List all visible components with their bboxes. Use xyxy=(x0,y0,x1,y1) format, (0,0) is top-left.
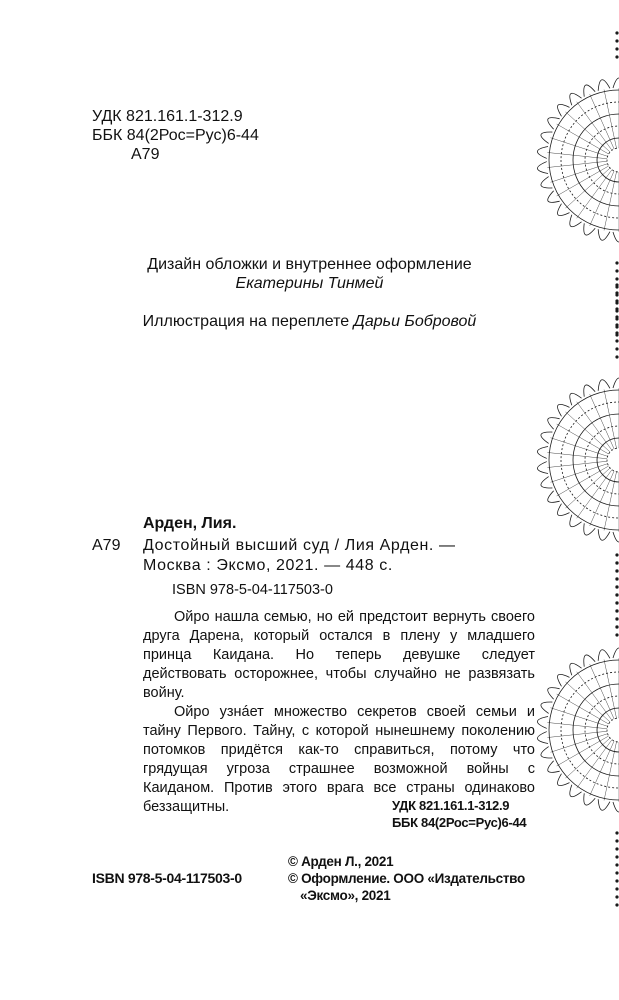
copyright-publisher: «Эксмо», 2021 xyxy=(300,888,391,903)
catalog-title-line-2: Москва : Эксмо, 2021. — 448 с. xyxy=(143,557,393,574)
mandala-1 xyxy=(537,30,619,336)
catalog-author-mark: А79 xyxy=(92,537,121,554)
book-abstract xyxy=(143,608,535,817)
abstract-paragraph-1: Ойро нашла семью, но ей предстоит вернуть своего друга Дарена, который остался в плену у младшего принца Каидана. Но теперь девушке следует действовать осторожнее, чтобы случайно не развязать войну. xyxy=(143,609,535,701)
mandala-2 xyxy=(537,284,619,636)
udk-code-bottom: УДК 821.161.1-312.9 xyxy=(392,798,510,813)
illustration-label: Иллюстрация на переплете xyxy=(142,313,350,330)
cover-designer-name: Екатерины Тинмей xyxy=(235,275,384,292)
udk-code: УДК 821.161.1-312.9 xyxy=(92,108,243,125)
copyright-author: © Арден Л., 2021 xyxy=(288,854,394,869)
mandala-ornament xyxy=(535,30,619,980)
catalog-title-line-1: Достойный высший суд / Лия Арден. — xyxy=(143,537,456,554)
cover-design-credit: Дизайн обложки и внутреннее оформление xyxy=(147,256,472,273)
bbk-code: ББК 84(2Рос=Рус)6-44 xyxy=(92,127,259,144)
illustration-credit xyxy=(0,312,619,331)
bbk-code-bottom: ББК 84(2Рос=Рус)6-44 xyxy=(392,815,527,830)
catalog-author-heading: Арден, Лия. xyxy=(143,515,237,532)
author-mark: А79 xyxy=(131,146,160,163)
illustrator-name: Дарьи Бобровой xyxy=(353,313,477,330)
abstract-paragraph-2: Ойро узнáет множество секретов своей семьи и тайну Первого. Тайну, с которой нынешнему поколению потомков придётся как-то справиться, потому что грядущая угроза страшнее возможной войны с Каиданом. Против этого врага все страны одинаково беззащитны. xyxy=(143,704,535,815)
isbn-bottom: ISBN 978-5-04-117503-0 xyxy=(92,870,242,886)
copyright-design: © Оформление. ООО «Издательство xyxy=(288,871,525,886)
mandala-3 xyxy=(537,554,619,906)
catalog-isbn: ISBN 978-5-04-117503-0 xyxy=(172,582,333,598)
